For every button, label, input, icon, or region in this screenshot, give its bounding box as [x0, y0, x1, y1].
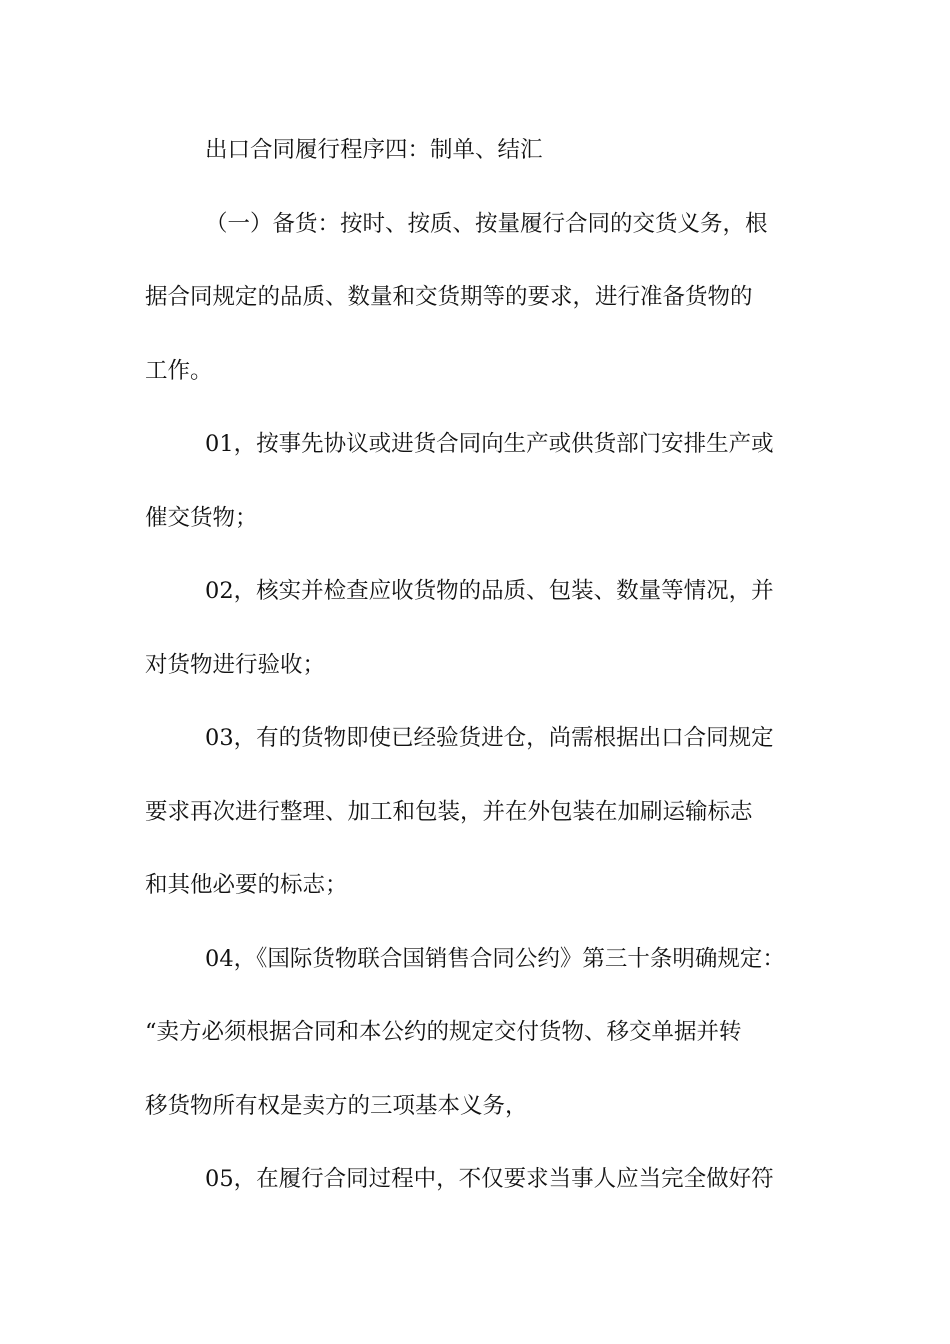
- paragraph-line: 05，在履行合同过程中，不仅要求当事人应当完全做好符: [205, 1166, 774, 1192]
- paragraph-line: 工作。: [145, 357, 213, 384]
- paragraph-line: （一）备货：按时、按质、按量履行合同的交货义务，根: [205, 210, 768, 237]
- paragraph-line: 02，核实并检查应收货物的品质、包装、数量等情况，并: [205, 578, 774, 604]
- document-body: [145, 132, 825, 1235]
- paragraph-line: 催交货物；: [145, 504, 258, 531]
- paragraph-line: 要求再次进行整理、加工和包装，并在外包装在加刷运输标志: [145, 798, 753, 825]
- section-heading: 出口合同履行程序四：制单、结汇: [205, 137, 543, 163]
- paragraph-line: 01，按事先协议或进货合同向生产或供货部门安排生产或: [205, 431, 774, 457]
- paragraph-line: 移货物所有权是卖方的三项基本义务，: [145, 1092, 528, 1119]
- paragraph-line: 对货物进行验收；: [145, 651, 326, 678]
- paragraph-line: 04，《国际货物联合国销售合同公约》第三十条明确规定：: [205, 945, 785, 972]
- paragraph-line: 03，有的货物即使已经验货进仓，尚需根据出口合同规定: [205, 725, 774, 751]
- paragraph-line: 据合同规定的品质、数量和交货期等的要求，进行准备货物的: [145, 284, 753, 310]
- paragraph-line: “卖方必须根据合同和本公约的规定交付货物、移交单据并转: [145, 1019, 742, 1045]
- paragraph-line: 和其他必要的标志；: [145, 872, 348, 898]
